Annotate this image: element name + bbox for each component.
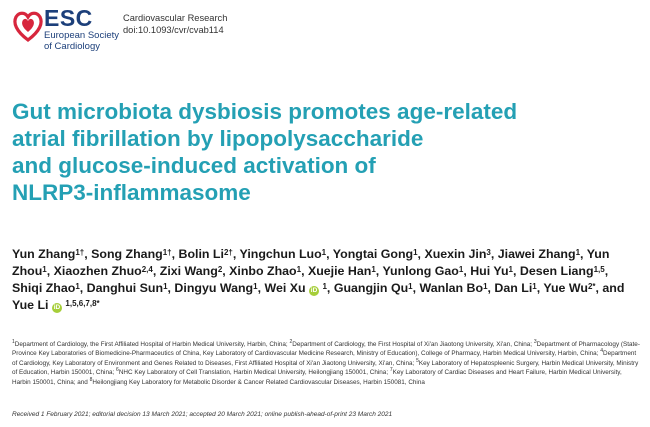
author-separator: , xyxy=(79,281,87,295)
author-name: Yingchun Luo xyxy=(239,247,322,261)
author-affiliation-mark: 2* xyxy=(587,281,596,291)
author-affiliation-mark: 2,4 xyxy=(141,264,153,274)
heart-logo-icon xyxy=(12,9,44,43)
author-affiliation-mark: 1 xyxy=(408,281,413,291)
author-separator: , xyxy=(490,247,498,261)
author-affiliation-mark: 1† xyxy=(162,247,172,257)
orcid-icon[interactable]: iD xyxy=(310,287,318,294)
author-separator: , xyxy=(604,264,609,278)
author-separator: , xyxy=(232,247,240,261)
affiliation-text: Key Laboratory of Cardiac Diseases and Heart Failure, Harbin Medical University, Harbin 150001, China; and xyxy=(12,369,622,386)
author-separator: , xyxy=(301,264,308,278)
author-name: Xinbo Zhao xyxy=(229,264,297,278)
author-affiliation-mark: 1 xyxy=(296,264,302,274)
affiliation-number: 7 xyxy=(389,367,393,374)
author-name: Dingyu Wang xyxy=(174,281,254,295)
author-name: Danghui Sun xyxy=(86,281,164,295)
author-name: Shiqi Zhao xyxy=(12,281,76,295)
society-line-1: European Society xyxy=(44,30,119,41)
author-name: Song Zhang xyxy=(91,247,163,261)
author-separator: , xyxy=(512,264,520,278)
author-separator: , xyxy=(257,281,265,295)
author-separator: , and xyxy=(595,281,625,295)
author-separator: , xyxy=(412,281,420,295)
journal-info xyxy=(123,12,227,36)
author-affiliation-mark: 1 xyxy=(75,281,80,291)
article-title xyxy=(12,98,632,206)
author-name: Xiaozhen Zhuo xyxy=(53,264,142,278)
affiliation-text: Department of Cardiology, the First Hospital of Xi'an Jiaotong University, Xi'an, China; xyxy=(292,341,534,348)
author-affiliation-mark: 1 xyxy=(253,281,258,291)
doi: doi:10.1093/cvr/cvab114 xyxy=(123,25,224,35)
author-affiliation-mark: 1 xyxy=(532,281,537,291)
author-name: Yun Zhou xyxy=(12,247,610,278)
author-affiliation-mark: 3 xyxy=(486,247,491,257)
author-name: Yongtai Gong xyxy=(332,247,414,261)
author-name: Xuejie Han xyxy=(307,264,372,278)
author-separator: , xyxy=(463,264,471,278)
title-line: and glucose-induced activation of xyxy=(12,153,376,178)
author-separator: , xyxy=(536,281,544,295)
author-affiliation-mark: 2 xyxy=(217,264,223,274)
author-separator: , xyxy=(167,281,175,295)
affiliation-number: 1 xyxy=(12,338,15,345)
author-affiliation-mark: 1 xyxy=(163,281,168,291)
author-separator: , xyxy=(222,264,230,278)
author-affiliation-mark: 1 xyxy=(42,264,47,274)
author-separator: , xyxy=(152,264,160,278)
author-affiliation-mark: 1 xyxy=(575,247,581,257)
author-separator: , xyxy=(326,281,334,295)
affiliation-number: 6 xyxy=(116,367,119,374)
society-name xyxy=(44,30,119,52)
affiliation-number: 8 xyxy=(89,376,93,383)
author-affiliation-mark: 1 xyxy=(321,247,327,257)
affiliation-number: 5 xyxy=(416,357,419,364)
article-dates: Received 1 February 2021; editorial decision 13 March 2021; accepted 20 March 2021; online publish-ahead-of-print 23 March 2021 xyxy=(12,411,393,418)
affiliation-text: Key Laboratory of Hepatospleenic Surgery, Harbin Medical University, Ministry of Education, Harbin 150001, China; xyxy=(12,359,639,377)
author-name: Desen Liang xyxy=(519,264,594,278)
affiliation-text: Department of Cardiology, Key Laboratory of Environment and Genes Related to Diseases, First Affiliated Hospital of Xi'an Jiaotong University, Xi'an, China; xyxy=(12,350,637,367)
affiliation-text: Department of Cardiology, the First Affiliated Hospital of Harbin Medical University, Harbin, China; xyxy=(14,341,290,348)
affiliation-number: 3 xyxy=(533,338,537,345)
author-affiliation-mark: 1 xyxy=(322,281,327,291)
affiliation-number: 2 xyxy=(289,338,293,345)
author-name: Yue Wu xyxy=(543,281,588,295)
esc-wordmark: ESC xyxy=(44,5,93,31)
author-name: Wei Xu xyxy=(264,281,306,295)
author-separator: , xyxy=(326,247,333,261)
author-affiliation-mark: 2† xyxy=(223,247,233,257)
title-line: Gut microbiota dysbiosis promotes age-related xyxy=(12,99,518,124)
author-affiliation-mark: 1 xyxy=(371,264,376,274)
author-affiliation-mark: 1,5,6,7,8* xyxy=(65,298,100,308)
author-name: Guangjin Qu xyxy=(333,281,409,295)
affiliation-text: NHC Key Laboratory of Cell Translation, Harbin Medical University, Heilongjiang 150001, China; xyxy=(118,369,390,377)
author-list xyxy=(12,246,637,314)
author-separator: , xyxy=(487,281,495,295)
author-affiliation-mark: 1† xyxy=(75,247,85,257)
author-separator: , xyxy=(171,247,179,261)
author-affiliation-mark: 1,5 xyxy=(593,264,605,274)
affiliation-text: Department of Pharmacology (State-Province Key Laboratories of Biomedicine-Pharmaceutics of China, Key Laboratory of Cardiovascular Medicine Research, Ministry of Education), College of Pharmacy, Harbin Medical University, Harbin, China; xyxy=(12,341,640,358)
author-name: Yun Zhang xyxy=(12,247,76,261)
author-separator: , xyxy=(580,247,587,261)
author-affiliation-mark: 1 xyxy=(508,264,513,274)
title-line: atrial fibrillation by lipopolysaccharide xyxy=(12,126,424,151)
author-separator: , xyxy=(84,247,92,261)
journal-name: Cardiovascular Research xyxy=(123,13,228,23)
author-affiliation-mark: 1 xyxy=(413,247,418,257)
author-name: Yunlong Gao xyxy=(382,264,459,278)
author-name: Yue Li xyxy=(12,298,49,312)
author-name: Wanlan Bo xyxy=(419,281,484,295)
author-name: Dan Li xyxy=(494,281,533,295)
author-name: Hui Yu xyxy=(470,264,509,278)
author-name: Xuexin Jin xyxy=(424,247,487,261)
author-affiliation-mark: 1 xyxy=(483,281,488,291)
author-name: Jiawei Zhang xyxy=(497,247,576,261)
author-affiliation-mark: 1 xyxy=(458,264,464,274)
author-separator: , xyxy=(375,264,383,278)
title-line: NLRP3-inflammasome xyxy=(12,180,251,205)
society-line-2: of Cardiology xyxy=(44,41,100,52)
author-name: Bolin Li xyxy=(178,247,224,261)
orcid-icon[interactable]: iD xyxy=(53,304,61,311)
author-name: Zixi Wang xyxy=(159,264,218,278)
affiliation-text: Heilongjiang Key Laboratory for Metabolic Disorder & Cancer Related Cardiovascular Diseases, Harbin 150081, China xyxy=(92,378,425,386)
author-separator: , xyxy=(417,247,425,261)
affiliation-number: 4 xyxy=(600,348,604,355)
affiliations xyxy=(12,340,640,387)
author-separator: , xyxy=(46,264,54,278)
